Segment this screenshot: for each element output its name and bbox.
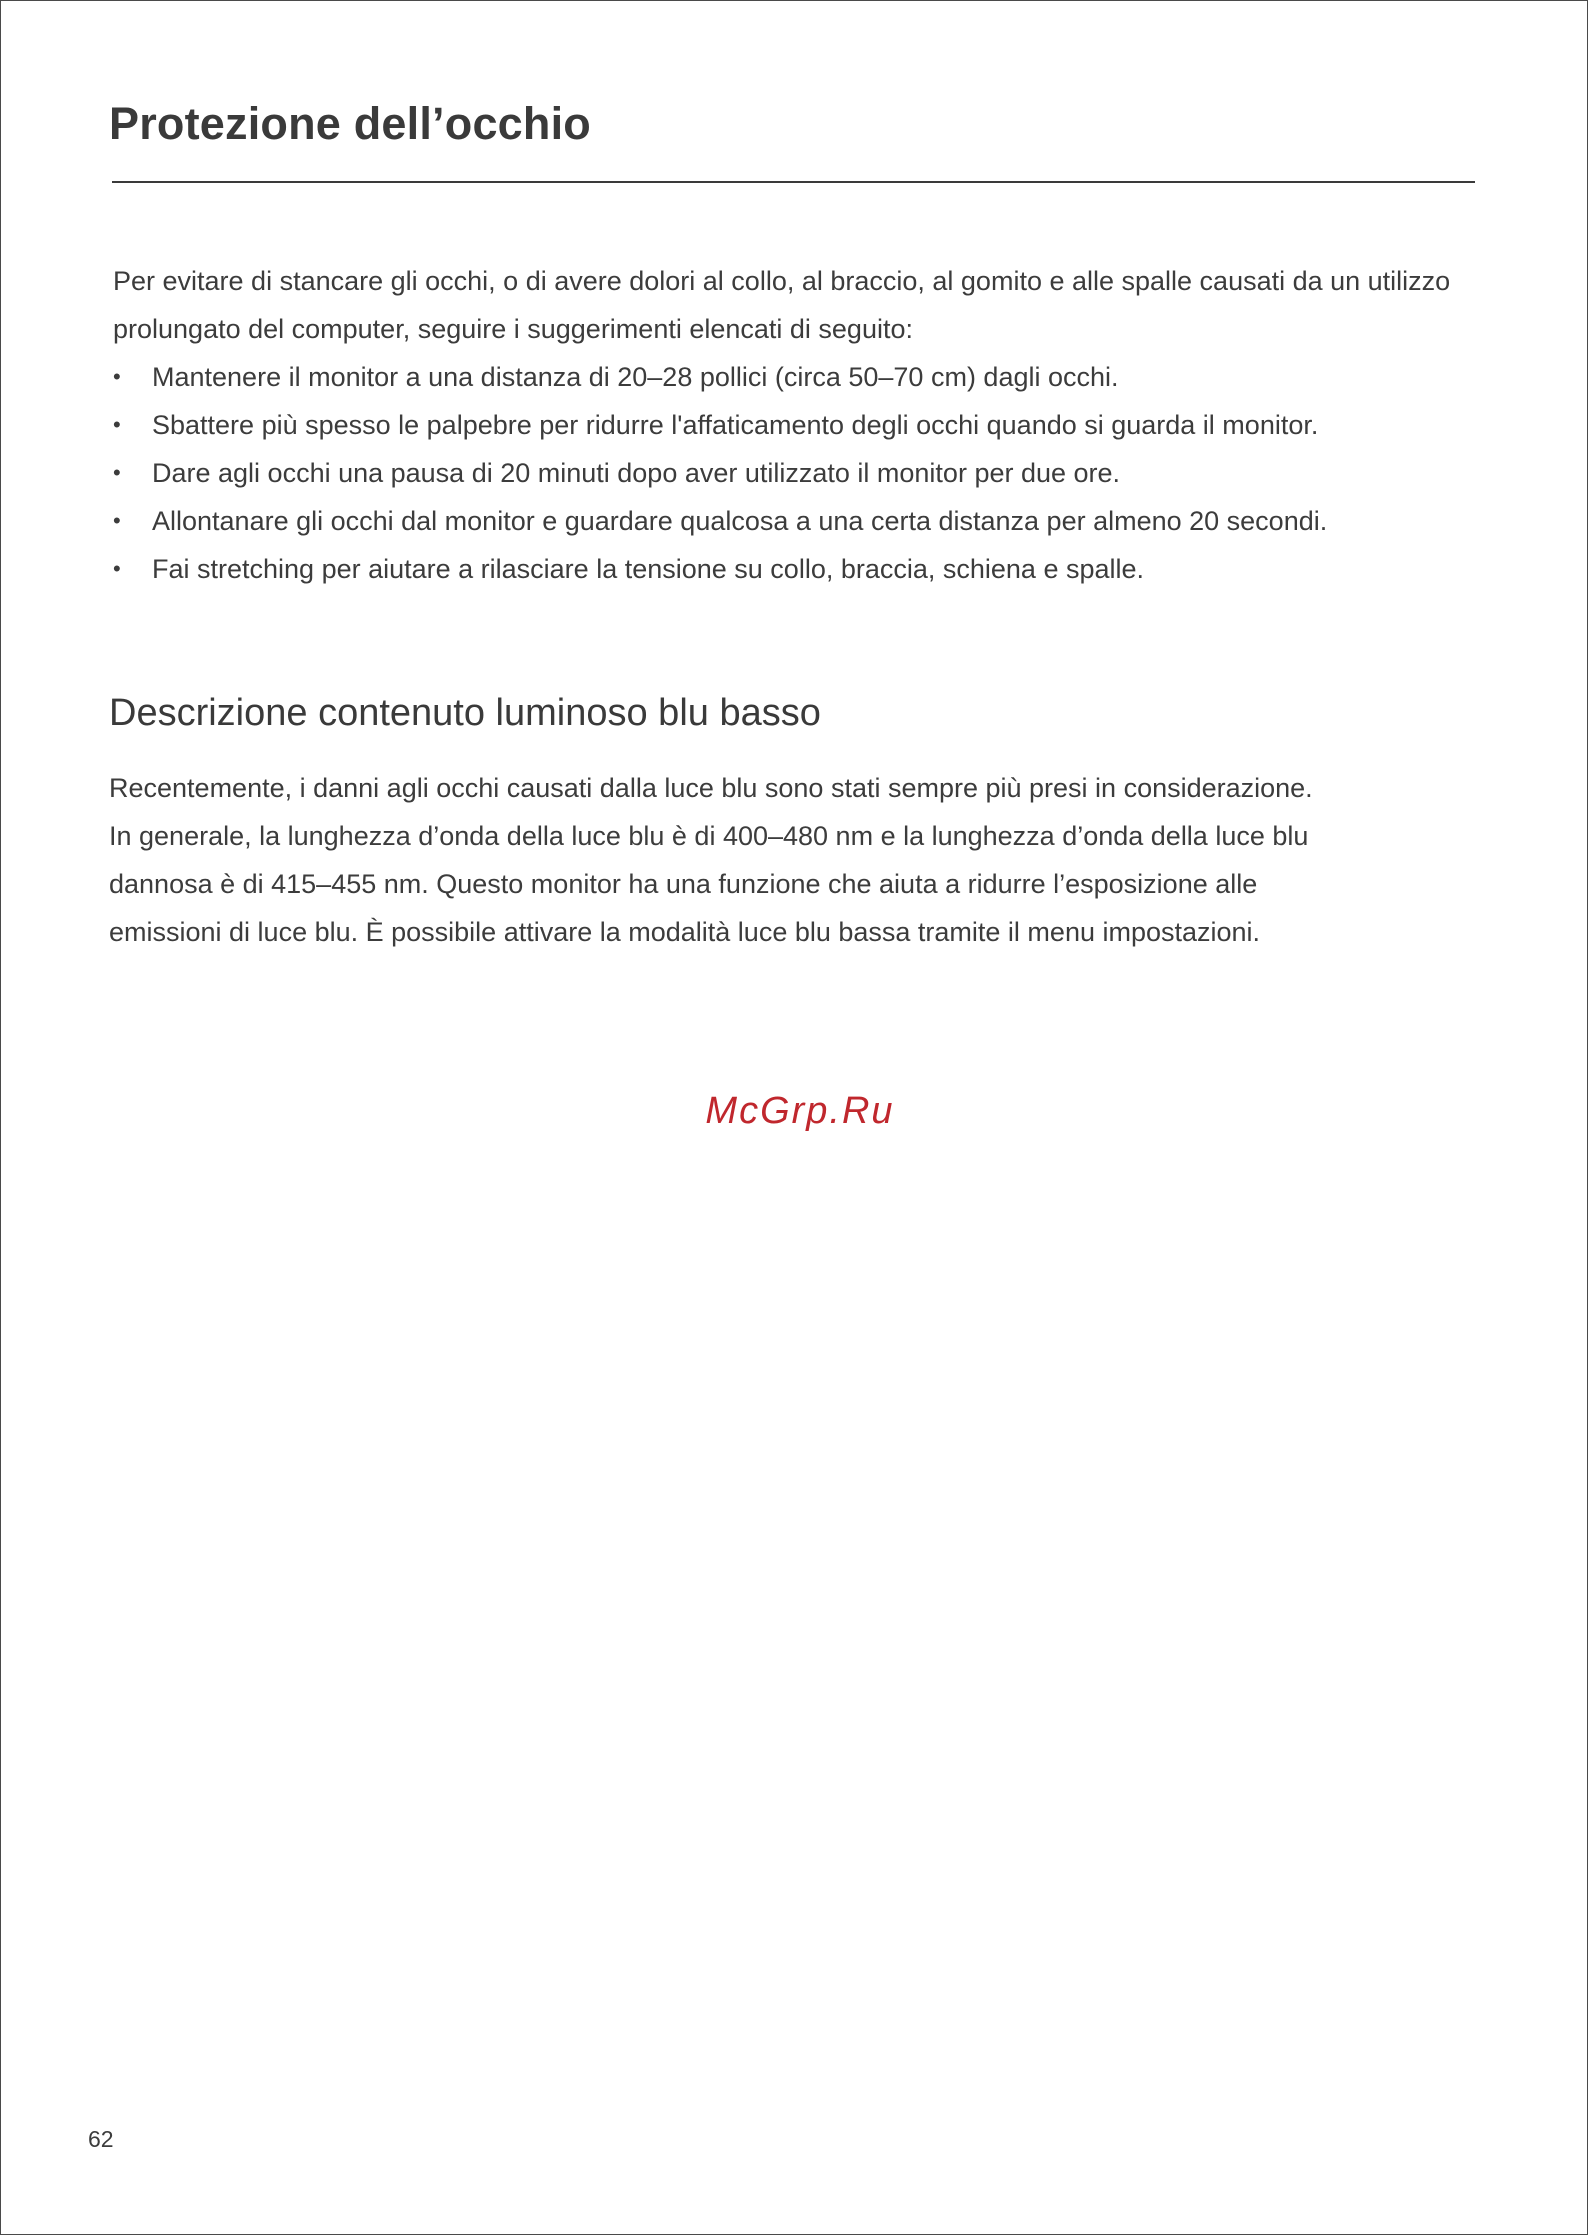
page-title: Protezione dell’occhio: [109, 98, 591, 149]
bullet-icon: •: [113, 364, 121, 389]
list-item: [113, 449, 1513, 497]
tip-text: Fai stretching per aiutare a rilasciare la tensione su collo, braccia, schiena e spalle.: [152, 554, 1145, 584]
tip-text: Dare agli occhi una pausa di 20 minuti dopo aver utilizzato il monitor per due ore.: [152, 458, 1121, 488]
section-paragraph: [109, 764, 1409, 956]
list-item: [113, 353, 1513, 401]
bullet-icon: •: [113, 556, 121, 581]
paragraph-line: In generale, la lunghezza d’onda della luce blu è di 400–480 nm e la lunghezza d’onda della luce blu: [109, 821, 1309, 851]
page-number: 62: [88, 2126, 114, 2152]
list-item: [113, 545, 1513, 593]
list-item: [113, 497, 1513, 545]
paragraph-line: Recentemente, i danni agli occhi causati dalla luce blu sono stati sempre più presi in considerazione.: [109, 773, 1313, 803]
tip-text: Mantenere il monitor a una distanza di 20–28 pollici (circa 50–70 cm) dagli occhi.: [152, 362, 1119, 392]
section-title: Descrizione contenuto luminoso blu basso: [109, 692, 821, 734]
tip-text: Allontanare gli occhi dal monitor e guardare qualcosa a una certa distanza per almeno 20 secondi.: [152, 506, 1328, 536]
bullet-icon: •: [113, 508, 121, 533]
tip-text: Sbattere più spesso le palpebre per ridurre l'affaticamento degli occhi quando si guarda il monitor.: [152, 410, 1319, 440]
watermark-text: McGrp.Ru: [705, 1090, 895, 1132]
paragraph-line: emissioni di luce blu. È possibile attivare la modalità luce blu bassa tramite il menu impostazioni.: [109, 917, 1261, 947]
tips-list: [113, 353, 1513, 593]
intro-paragraph: Per evitare di stancare gli occhi, o di avere dolori al collo, al braccio, al gomito e alle spalle causati da un utilizzo prolungato del computer, seguire i suggerimenti elencati di seguito:: [113, 266, 1451, 344]
title-divider: [112, 181, 1475, 183]
list-item: [113, 401, 1513, 449]
bullet-icon: •: [113, 412, 121, 437]
bullet-icon: •: [113, 460, 121, 485]
paragraph-line: dannosa è di 415–455 nm. Questo monitor ha una funzione che aiuta a ridurre l’esposizione alle: [109, 869, 1258, 899]
